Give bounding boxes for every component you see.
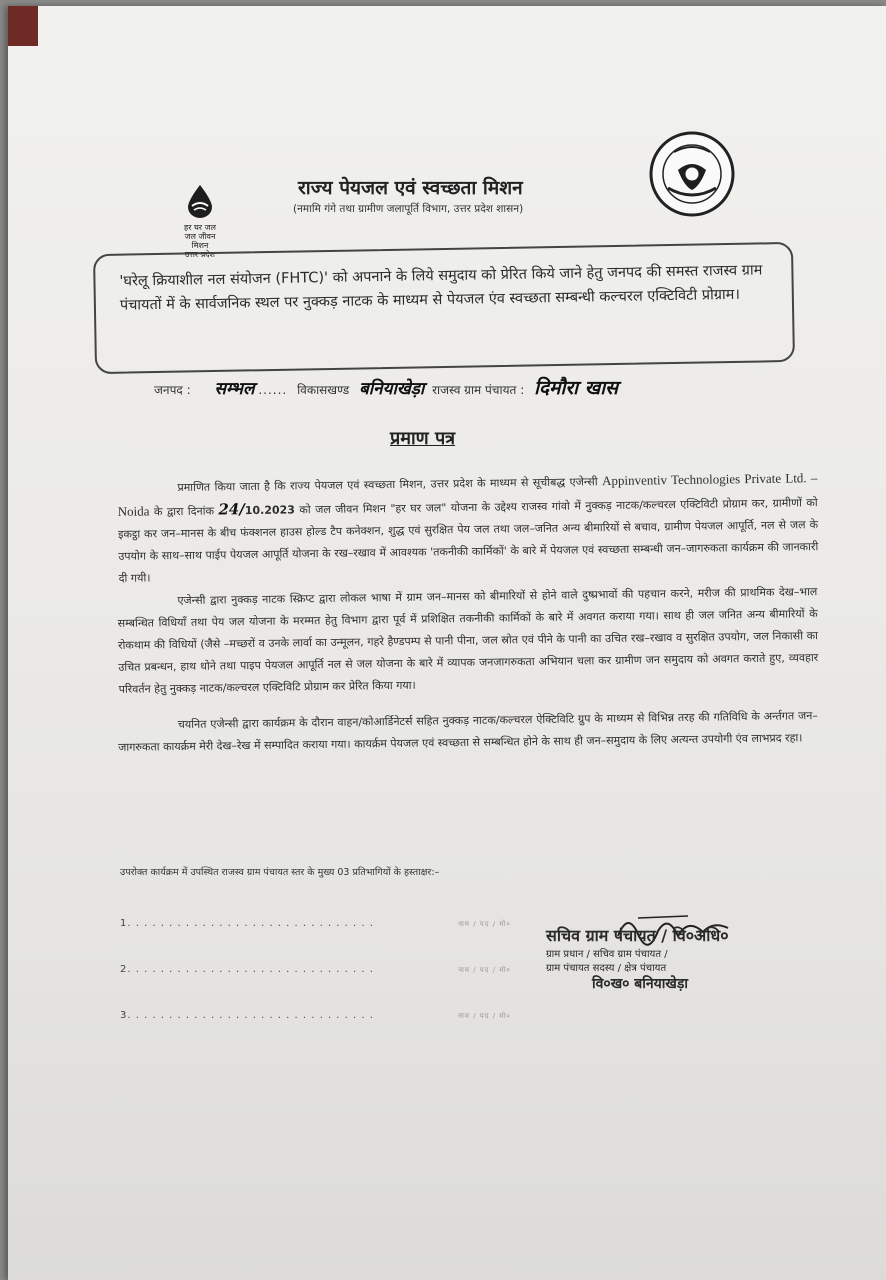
up-government-seal-icon (648, 130, 736, 218)
district-label: जनपद : (154, 383, 191, 397)
p1-body: को जल जीवन मिशन "हर घर जल" योजना के उद्देश्य राजस्व गांवो में नुक्कड़ नाटक/कल्चरल एक्टिविटी प्रोग्राम कर, ग्रामीणों को इकट्ठा कर जन–मानस के बीच फंक्शनल हाउस होल्ड टैप कनेक्शन, शुद्ध एवं सुरक्षित पेय जल तथा जल–जनित अन्य बीमारियों से बचाव, ग्रामीण पेयजल आपूर्ति, नल से जल के उपयोग के साथ–साथ पाईप पेयजल आपूर्ति योजना के रख–रखाव में आवश्यक 'तकनीकी कार्मिकों' के बारे में पेयजल एवं स्वच्छता सम्बन्धी जन–जागरुकता कार्यक्रम की जानकारी दी गयी। (117, 496, 819, 585)
p2-text: एजेन्सी द्वारा नुक्कड़ नाटक स्क्रिप्ट द्वारा लोकल भाषा में ग्राम जन–मानस को बीमारियों से होने वाले दुष्प्रभावों की पहचान करने, मरीज की प्राथमिक देख–भाल सम्बन्धित विधियाँ तथा पेय जल योजना के मरम्मत हेतु विभाग द्वारा पूर्व में प्रशिक्षित तकनीकी कार्मिकों के बारे में अवगत कराया गया। साथ ही जल जनित अन्य बीमारियों के रोकथाम की विधियों (जैसे –मच्छरों व उनके लार्वा का उन्मूलन, गहरे हैण्डपम्प से पानी पीना, जल स्रोत एवं पीने के पानी का उचित रख–रखाव व सुरक्षित उपयोग, जल निकासी का उचित प्रबन्धन, हाथ धोने तथा पाइप पेयजल आपूर्ति नल से जल योजना के बारे में व्यापक जनजागरुकता अभियान चला कर ग्रामीण जन समुदाय को अवगत कराते हुए, व्यवहार परिवर्तन हेतु नुक्कड़ नाटक/कल्चरल एक्टिविटि प्रोग्राम कर प्रेरित किया गया। (117, 585, 819, 696)
folded-corner (8, 6, 38, 46)
panchayat-label: राजस्व ग्राम पंचायत : (432, 383, 525, 397)
block-value: बनियाखेड़ा (359, 379, 425, 399)
location-row: जनपद : सम्भल ...... विकासखण्ड बनियाखेड़ा राजस्व ग्राम पंचायत : दिमौरा खास (154, 377, 619, 399)
stamp-line-3: ग्राम पंचायत सदस्य / क्षेत्र पंचायत (546, 963, 667, 974)
signature-hint-2: नाम / पद / मो० (458, 966, 511, 974)
paragraph-1 (117, 467, 819, 590)
logo-text-1: हर घर जल (184, 223, 216, 232)
logo-text-3: उत्तर प्रदेश (185, 250, 215, 259)
logo-text-2: जल जीवन मिशन (184, 232, 216, 250)
document-page (8, 6, 886, 1280)
official-stamp (546, 924, 796, 993)
district-value: सम्भल (214, 379, 255, 399)
p3-text: चयनित एजेन्सी द्वारा कार्यक्रम के दौरान वाहन/कोआर्डिनेटर्स सहित नुक्कड़ नाटक/कल्चरल ऐक्टिविटि ग्रुप के माध्यम से विभिन्न तरह की गतिविधि के अर्न्तगत जन–जागरुकता कायर्क्रम मेरी देख–रेख में सम्पादित कराया गया। कायर्क्रम पेयजल एवं स्वच्छता से सम्बन्धित होने के साथ ही जन–समुदाय के लिए अत्यन्त उपयोगी एंव लाभप्रद रहा। (118, 709, 818, 754)
signature-line-2: 2. . . . . . . . . . . . . . . . . . . . . . . . . . . . . . नाम / पद / मो० (120, 964, 511, 975)
block-label: विकासखण्ड (297, 383, 350, 397)
subject-box (93, 242, 795, 374)
water-drop-icon (185, 184, 215, 218)
mission-title: राज्य पेयजल एवं स्वच्छता मिशन (298, 177, 523, 199)
signature-hint-1: नाम / पद / मो० (458, 920, 511, 928)
mission-subtitle: (नमामि गंगे तथा ग्रामीण जलापूर्ति विभाग, उत्तर प्रदेश शासन) (293, 203, 524, 215)
signature-intro: उपरोक्त कार्यक्रम में उपस्थित राजस्व ग्राम पंचायत स्तर के मुख्य 03 प्रतिभागियों के हस्ताक्षर:– (120, 867, 440, 878)
certificate-title: प्रमाण पत्र (390, 428, 456, 449)
p1-date-prefix: के द्वारा दिनांक (153, 504, 215, 519)
p1-intro: प्रमाणित किया जाता है कि राज्य पेयजल एवं स्वच्छता मिशन, उत्तर प्रदेश के माध्यम से सूचीबद्ध एजेन्सी (177, 475, 598, 495)
subject-text: 'घरेलू क्रियाशील नल संयोजन (FHTC)' को अपनाने के लिये समुदाय को प्रेरित किये जाने हेतु जनपद की समस्त राजस्व ग्राम पंचायतों में के सार्वजनिक स्थल पर नुक्कड़ नाटक के माध्यम से पेयजल एंव स्वच्छता सम्बन्धी कल्चरल एक्टिविटी प्रोग्राम। (119, 262, 763, 314)
signature-line-1: 1. . . . . . . . . . . . . . . . . . . . . . . . . . . . . . नाम / पद / मो० (120, 918, 511, 929)
har-ghar-jal-logo (180, 184, 220, 259)
signature-hint-3: नाम / पद / मो० (458, 1012, 511, 1020)
date-rest: 10.2023 (244, 503, 296, 518)
date-day: 24/ (218, 500, 245, 519)
stamp-line-4: वि०ख० बनियाखेड़ा (592, 976, 688, 992)
paragraph-3 (118, 705, 819, 759)
stamp-line-1: सचिव ग्राम पंचायत / वि०अधि० (546, 926, 729, 945)
panchayat-value: दिमौरा खास (534, 377, 619, 399)
agency-name: Appinventiv Technologies Private Ltd. – Noida (117, 470, 818, 519)
stamp-line-2: ग्राम प्रधान / सचिव ग्राम पंचायत / (546, 949, 668, 960)
paragraph-2 (117, 581, 818, 701)
signature-line-3: 3. . . . . . . . . . . . . . . . . . . . . . . . . . . . . . नाम / पद / मो० (120, 1010, 511, 1021)
